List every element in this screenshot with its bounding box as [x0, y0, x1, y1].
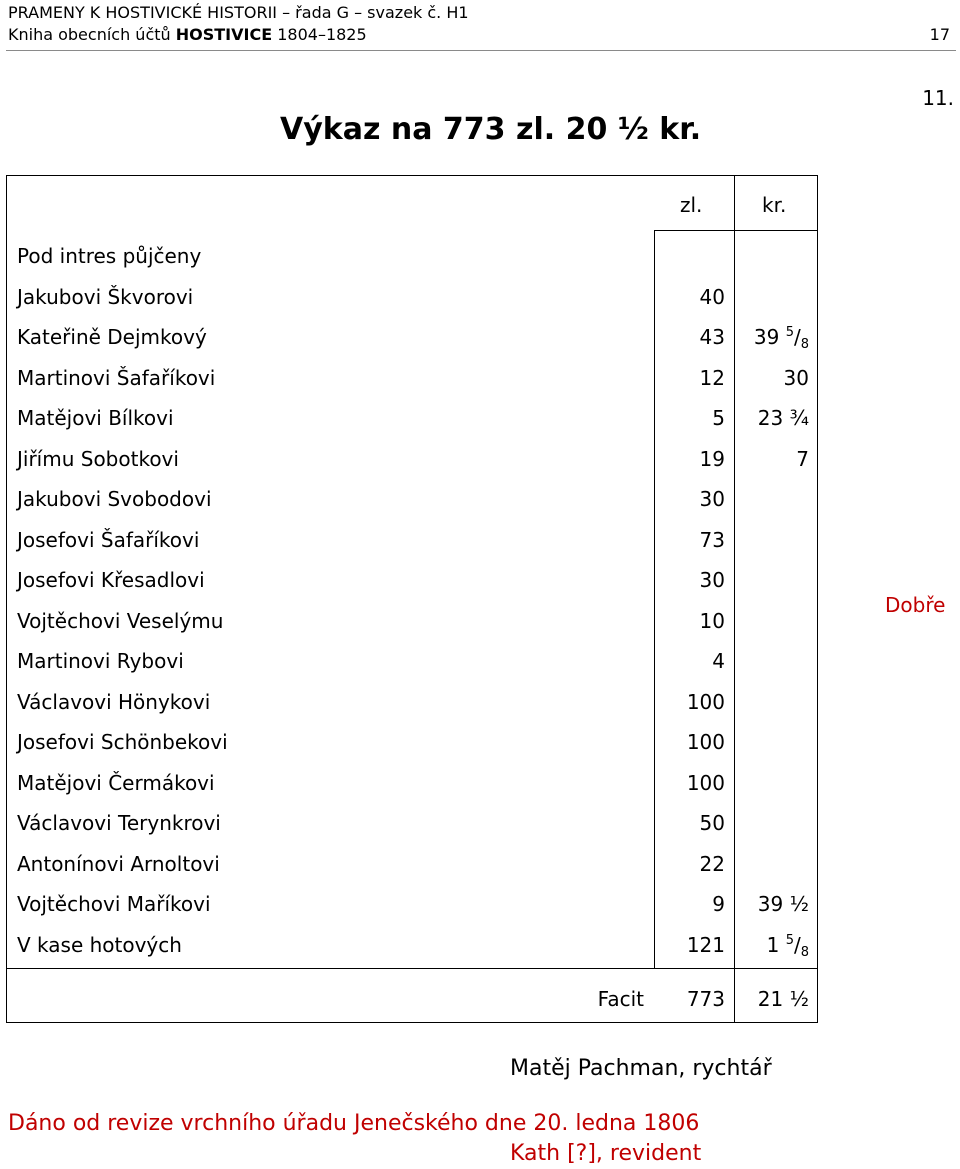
- amount-kr: 39 $^5/_8$: [753, 325, 809, 352]
- debtor-name: Václavovi Hönykovi: [17, 690, 211, 714]
- amount-zl: 9: [712, 892, 725, 916]
- amount-zl: 22: [699, 852, 725, 876]
- kr-whole: 39: [753, 325, 780, 349]
- debtor-name: V kase hotových: [17, 933, 182, 957]
- kr-numerator: 5: [785, 325, 794, 340]
- amount-zl: 100: [686, 730, 725, 754]
- table-row: [7, 763, 819, 803]
- amount-zl: 121: [686, 933, 725, 957]
- table-row: [7, 358, 819, 398]
- table-row: [7, 398, 819, 438]
- debtor-name: Václavovi Terynkrovi: [17, 811, 221, 835]
- amount-zl: 4: [712, 649, 725, 673]
- amount-zl: 43: [699, 325, 725, 349]
- amount-zl: 100: [686, 771, 725, 795]
- table-row: [7, 722, 819, 762]
- amount-zl: 10: [699, 609, 725, 633]
- amount-zl: 100: [686, 690, 725, 714]
- kr-numerator: 5: [785, 933, 794, 948]
- reviser-signature: Kath [?], revident: [510, 1141, 702, 1166]
- table-row: [7, 479, 819, 519]
- table-row: [7, 601, 819, 641]
- amount-kr: 7: [796, 447, 809, 471]
- debtor-name: Kateřině Dejmkový: [17, 325, 207, 349]
- amount-zl: 12: [699, 366, 725, 390]
- table-row: [7, 317, 819, 357]
- total-label: Facit: [597, 987, 644, 1011]
- total-zl: 773: [686, 987, 725, 1011]
- kr-denominator: 8: [800, 945, 809, 960]
- total-kr: 21 ½: [757, 987, 809, 1011]
- series-header: PRAMENY K HOSTIVICKÉ HISTORII – řada G – svazek č. H1: [8, 3, 469, 22]
- table-row: [7, 520, 819, 560]
- table-row: [7, 277, 819, 317]
- amount-kr: 23 ¾: [757, 406, 809, 430]
- table-row: [7, 560, 819, 600]
- ledger-table: [6, 175, 818, 1023]
- debtor-name: Martinovi Šafaříkovi: [17, 366, 216, 390]
- amount-zl: 30: [699, 568, 725, 592]
- header-divider: [6, 50, 956, 51]
- page-title: Výkaz na 773 zl. 20 ½ kr.: [280, 112, 702, 147]
- debtor-name: Vojtěchovi Veselýmu: [17, 609, 224, 633]
- amount-zl: 50: [699, 811, 725, 835]
- table-row: [7, 682, 819, 722]
- amount-kr: 30: [783, 366, 809, 390]
- amount-zl: 73: [699, 528, 725, 552]
- column-header-zl: zl.: [680, 193, 703, 217]
- amount-zl: 19: [699, 447, 725, 471]
- book-prefix: Kniha obecních účtů: [8, 25, 176, 44]
- section-heading: Pod intres půjčeny: [17, 244, 202, 268]
- debtor-name: Jakubovi Svobodovi: [17, 487, 212, 511]
- table-row: [7, 884, 819, 924]
- table-row: [7, 803, 819, 843]
- amount-kr: 39 ½: [757, 892, 809, 916]
- column-header-kr: kr.: [762, 193, 787, 217]
- total-row: [7, 979, 819, 1019]
- amount-zl: 40: [699, 285, 725, 309]
- revision-note: Dáno od revize vrchního úřadu Jenečského dne 20. ledna 1806: [8, 1111, 700, 1136]
- header-underline: [654, 230, 817, 231]
- debtor-name: Josefovi Šafaříkovi: [17, 528, 200, 552]
- debtor-name: Jakubovi Škvorovi: [17, 285, 194, 309]
- document-number: 11.: [922, 86, 954, 110]
- kr-whole: 1: [766, 933, 780, 957]
- table-row: [7, 439, 819, 479]
- signature: Matěj Pachman, rychtář: [510, 1056, 772, 1081]
- section-heading-row: [7, 236, 819, 276]
- kr-denominator: 8: [800, 337, 809, 352]
- debtor-name: Jiřímu Sobotkovi: [17, 447, 179, 471]
- debtor-name: Antonínovi Arnoltovi: [17, 852, 220, 876]
- debtor-name: Matějovi Bílkovi: [17, 406, 174, 430]
- book-place: HOSTIVICE: [175, 25, 273, 44]
- amount-kr: 1 $^5/_8$: [766, 933, 809, 960]
- amount-zl: 5: [712, 406, 725, 430]
- book-header: [8, 25, 367, 45]
- debtor-name: Josefovi Křesadlovi: [17, 568, 205, 592]
- debtor-name: Matějovi Čermákovi: [17, 771, 215, 795]
- table-row: [7, 925, 819, 965]
- page-number: 17: [929, 25, 950, 44]
- debtor-name: Vojtěchovi Maříkovi: [17, 892, 211, 916]
- book-years: 1804–1825: [272, 25, 367, 44]
- debtor-name: Martinovi Rybovi: [17, 649, 184, 673]
- debtor-name: Josefovi Schönbekovi: [17, 730, 228, 754]
- amount-zl: 30: [699, 487, 725, 511]
- approval-note: Dobře: [885, 593, 946, 617]
- total-divider: [7, 968, 817, 969]
- table-row: [7, 844, 819, 884]
- table-row: [7, 641, 819, 681]
